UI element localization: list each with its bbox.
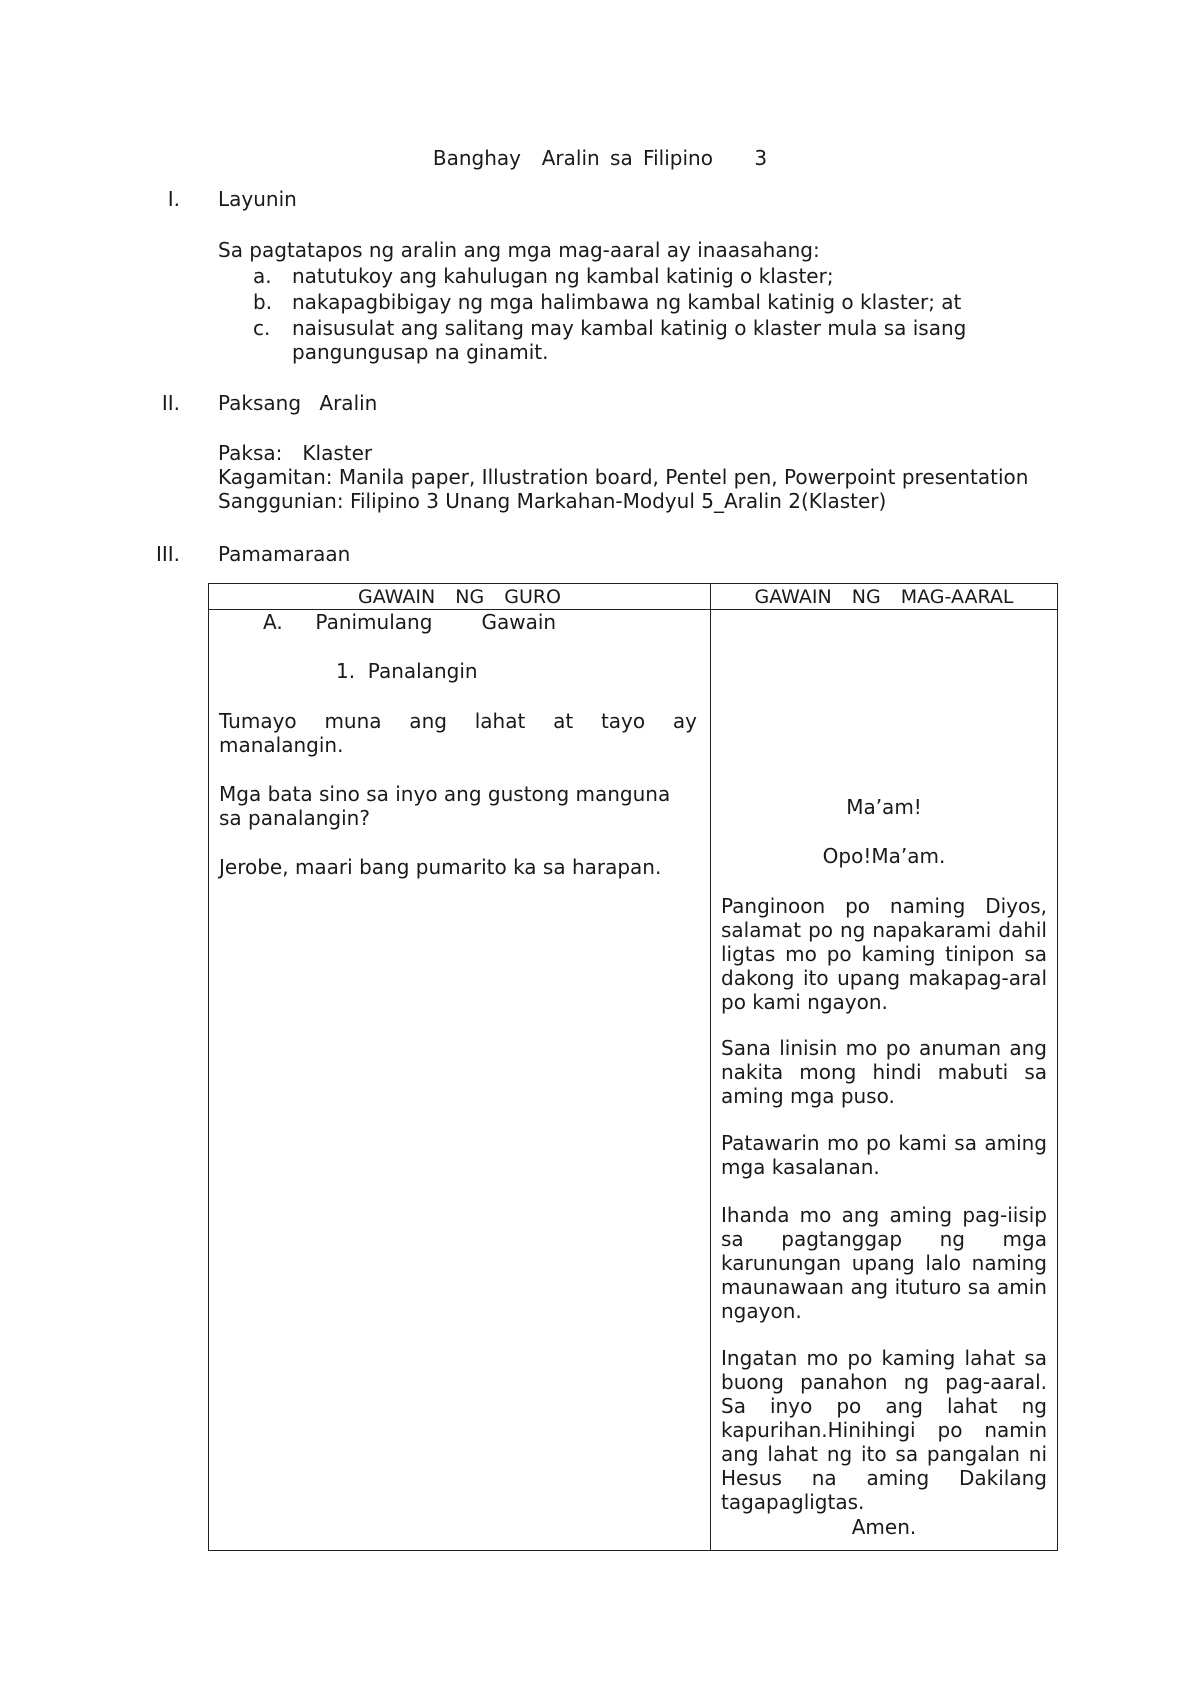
- paksa-line: [218, 441, 1048, 465]
- prayer-paragraph: Patawarin mo po kami sa aming mga kasalanan.: [721, 1131, 1047, 1179]
- activity-section-heading: A. Panimulang Gawain: [263, 610, 557, 634]
- procedure-table: [208, 583, 1058, 1551]
- paksa-value: Klaster: [302, 441, 373, 465]
- teacher-column-header: GAWAIN NG GURO: [357, 586, 562, 608]
- objective-text: naisusulat ang salitang may kambal katinig o klaster mula sa isang pangungusap na ginamit.: [292, 316, 967, 364]
- kagamitan-line: Kagamitan: Manila paper, Illustration board, Pentel pen, Powerpoint presentation: [218, 465, 1029, 489]
- section-pamamaraan: [0, 542, 1200, 566]
- objectives-intro: Sa pagtatapos ng aralin ang mga mag-aaral ay inaasahang:: [218, 238, 820, 262]
- prayer-closing: Amen.: [851, 1515, 917, 1539]
- teacher-line: Tumayo muna ang lahat at tayo ay manalangin.: [219, 709, 697, 757]
- prayer-paragraph: Panginoon po naming Diyos, salamat po ng napakarami dahil ligtas mo po kaming tinipon sa dakong ito upang makapag-aral po kami ngayon.: [721, 894, 1047, 1014]
- student-reply: Ma’am!: [846, 795, 922, 819]
- prayer-paragraph: Sana linisin mo po anuman ang nakita mong hindi mabuti sa aming mga puso.: [721, 1036, 1047, 1108]
- objective-item: [218, 290, 1018, 314]
- activity-step-heading: 1. Panalangin: [336, 659, 478, 683]
- student-reply: Opo!Ma’am.: [822, 844, 946, 868]
- objective-text: nakapagbibigay ng mga halimbawa ng kambal katinig o klaster; at: [292, 290, 962, 314]
- subject-matter: [218, 441, 1048, 513]
- section-label: Layunin: [218, 187, 297, 211]
- section-layunin: [0, 187, 1200, 211]
- objective-marker: c.: [253, 316, 271, 340]
- objective-text: natutukoy ang kahulugan ng kambal katinig o klaster;: [292, 264, 834, 288]
- objective-item: [218, 264, 1018, 288]
- section-paksang-aralin: [0, 391, 1200, 415]
- prayer-paragraph: Ihanda mo ang aming pag-iisip sa pagtanggap ng mga karunungan upang lalo naming maunawaan ang ituturo sa amin ngayon.: [721, 1203, 1047, 1323]
- document-title: Banghay Aralin sa Filipino 3: [432, 146, 768, 170]
- section-number: III.: [155, 542, 180, 566]
- prayer-paragraph: Ingatan mo po kaming lahat sa buong panahon ng pag-aaral. Sa inyo po ang lahat ng kapurihan.Hinihingi po namin ang lahat ng ito sa pangalan ni Hesus na aming Dakilang tagapagligtas.: [721, 1346, 1047, 1514]
- objective-item: [218, 316, 1018, 364]
- objective-marker: a.: [253, 264, 272, 288]
- sanggunian-line: Sanggunian: Filipino 3 Unang Markahan-Modyul 5_Aralin 2(Klaster): [218, 489, 887, 513]
- teacher-line: Jerobe, maari bang pumarito ka sa harapan.: [219, 855, 662, 879]
- section-number: II.: [161, 391, 180, 415]
- objective-marker: b.: [253, 290, 273, 314]
- column-divider: [710, 584, 711, 1550]
- section-label: Paksang Aralin: [218, 391, 378, 415]
- section-number: I.: [167, 187, 180, 211]
- teacher-line: Mga bata sino sa inyo ang gustong manguna sa panalangin?: [219, 782, 671, 830]
- paksa-label: Paksa:: [218, 441, 283, 465]
- objectives-list: [218, 264, 1018, 366]
- student-column-header: GAWAIN NG MAG-AARAL: [754, 586, 1014, 608]
- section-label: Pamamaraan: [218, 542, 351, 566]
